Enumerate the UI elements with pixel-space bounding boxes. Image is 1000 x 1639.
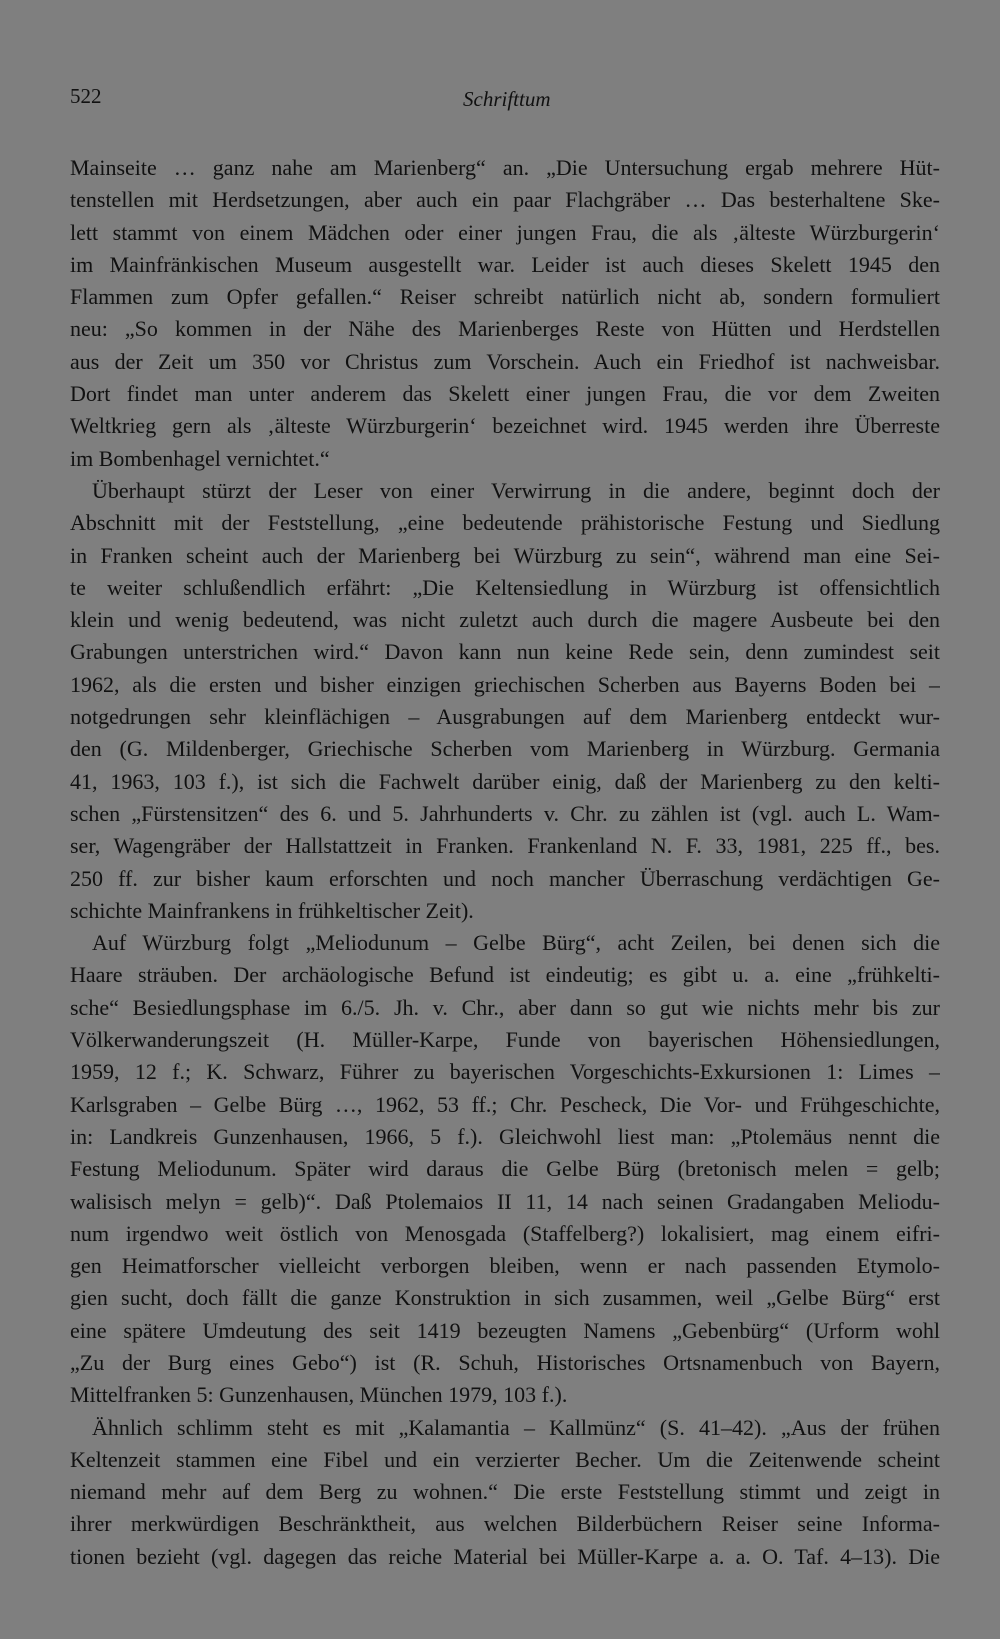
text-line: schichte Mainfrankens in frühkeltischer Zeit). xyxy=(70,897,474,923)
text-line: den (G. Mildenberger, Griechische Scherben vom Marienberg in Würzburg. Germania xyxy=(70,736,940,762)
text-line: tionen bezieht (vgl. dagegen das reiche Material bei Müller-Karpe a. a. O. Taf. 4–13). Die xyxy=(70,1543,940,1569)
text-line: Festung Meliodunum. Später wird daraus die Gelbe Bürg (bretonisch melen = gelb; xyxy=(70,1156,940,1182)
text-line: tenstellen mit Herdsetzungen, aber auch ein paar Flachgräber … Das besterhaltene Ske- xyxy=(70,187,940,213)
text-line: „Zu der Burg eines Gebo“) ist (R. Schuh, Historisches Ortsnamenbuch von Bayern, xyxy=(70,1349,940,1375)
text-line: Auf Würzburg folgt „Meliodunum – Gelbe Bürg“, acht Zeilen, bei denen sich die xyxy=(92,930,940,956)
text-line: gien sucht, doch fällt die ganze Konstruktion in sich zusammen, weil „Gelbe Bürg“ erst xyxy=(70,1285,940,1311)
text-line: eine spätere Umdeutung des seit 1419 bezeugten Namens „Gebenbürg“ (Urform wohl xyxy=(70,1317,940,1343)
text-line: Mittelfranken 5: Gunzenhausen, München 1979, 103 f.). xyxy=(70,1382,568,1408)
text-line: in: Landkreis Gunzenhausen, 1966, 5 f.). Gleichwohl liest man: „Ptolemäus nennt die xyxy=(70,1123,940,1149)
text-line: walisisch melyn = gelb)“. Daß Ptolemaios II 11, 14 nach seinen Gradangaben Meliodu- xyxy=(70,1188,940,1214)
text-line: 250 ff. zur bisher kaum erforschten und noch mancher Überraschung verdächtigen Ge- xyxy=(70,865,940,891)
text-line: Ähnlich schlimm steht es mit „Kalamantia – Kallmünz“ (S. 41–42). „Aus der frühen xyxy=(92,1414,940,1440)
text-line: ihrer merkwürdigen Beschränktheit, aus welchen Bilderbüchern Reiser seine Informa- xyxy=(70,1511,940,1537)
text-line: im Bombenhagel vernichtet.“ xyxy=(70,445,330,471)
text-line: Abschnitt mit der Feststellung, „eine bedeutende prähistorische Festung und Siedlung xyxy=(70,510,940,536)
text-line: schen „Fürstensitzen“ des 6. und 5. Jahrhunderts v. Chr. zu zählen ist (vgl. auch L. Wam- xyxy=(70,800,940,826)
text-line: Grabungen unterstrichen wird.“ Davon kann nun keine Rede sein, denn zumindest seit xyxy=(70,639,940,665)
text-line: Karlsgraben – Gelbe Bürg …, 1962, 53 ff.; Chr. Pescheck, Die Vor- und Frühgeschichte, xyxy=(70,1091,940,1117)
text-line: notgedrungen sehr kleinflächigen – Ausgrabungen auf dem Marienberg entdeckt wur- xyxy=(70,704,940,730)
text-line: aus der Zeit um 350 vor Christus zum Vorschein. Auch ein Friedhof ist nachweisbar. xyxy=(70,348,940,374)
text-line: te weiter schlußendlich erfährt: „Die Keltensiedlung in Würzburg ist offensichtlich xyxy=(70,574,940,600)
text-line: Völkerwanderungszeit (H. Müller-Karpe, Funde von bayerischen Höhensiedlungen, xyxy=(70,1027,940,1053)
text-line: in Franken scheint auch der Marienberg bei Würzburg zu sein“, während man eine Sei- xyxy=(70,542,940,568)
text-line: ser, Wagengräber der Hallstattzeit in Franken. Frankenland N. F. 33, 1981, 225 ff., bes. xyxy=(70,833,940,859)
text-line: Überhaupt stürzt der Leser von einer Verwirrung in die andere, beginnt doch der xyxy=(92,477,940,503)
page-number: 522 xyxy=(70,84,102,108)
text-line: neu: „So kommen in der Nähe des Marienberges Reste von Hütten und Herdstellen xyxy=(70,316,940,342)
text-line: lett stammt von einem Mädchen oder einer jungen Frau, die als ‚älteste Würzburgerin‘ xyxy=(70,219,940,245)
text-line: gen Heimatforscher vielleicht verborgen bleiben, wenn er nach passenden Etymolo- xyxy=(70,1253,940,1279)
text-line: im Mainfränkischen Museum ausgestellt war. Leider ist auch dieses Skelett 1945 den xyxy=(70,251,940,277)
text-line: num irgendwo weit östlich von Menosgada (Staffelberg?) lokalisiert, mag einem eifri- xyxy=(70,1220,940,1246)
text-line: Weltkrieg gern als ‚älteste Würzburgerin‘ bezeichnet wird. 1945 werden ihre Überreste xyxy=(70,413,940,439)
text-line: sche“ Besiedlungsphase im 6./5. Jh. v. Chr., aber dann so gut wie nichts mehr bis zur xyxy=(70,994,940,1020)
text-line: 1962, als die ersten und bisher einzigen griechischen Scherben aus Bayerns Boden bei – xyxy=(70,671,940,697)
text-line: 41, 1963, 103 f.), ist sich die Fachwelt darüber einig, daß der Marienberg zu den kelti- xyxy=(70,768,940,794)
body-text xyxy=(70,152,940,1573)
text-line: Keltenzeit stammen eine Fibel und ein verzierter Becher. Um die Zeitenwende scheint xyxy=(70,1446,940,1472)
text-line: 1959, 12 f.; K. Schwarz, Führer zu bayerischen Vorgeschichts-Exkursionen 1: Limes – xyxy=(70,1059,940,1085)
text-line: klein und wenig bedeutend, was nicht zuletzt auch durch die magere Ausbeute bei den xyxy=(70,607,940,633)
text-line: Mainseite … ganz nahe am Marienberg“ an. „Die Untersuchung ergab mehrere Hüt- xyxy=(70,155,940,180)
text-line: Dort findet man unter anderem das Skelett einer jungen Frau, die vor dem Zweiten xyxy=(70,381,940,407)
text-line: Flammen zum Opfer gefallen.“ Reiser schreibt natürlich nicht ab, sondern formuliert xyxy=(70,284,940,310)
text-line: niemand mehr auf dem Berg zu wohnen.“ Die erste Feststellung stimmt und zeigt in xyxy=(70,1479,940,1505)
text-line: Haare sträuben. Der archäologische Befund ist eindeutig; es gibt u. a. eine „frühkelti- xyxy=(70,962,940,988)
running-title: Schrifttum xyxy=(463,87,551,111)
